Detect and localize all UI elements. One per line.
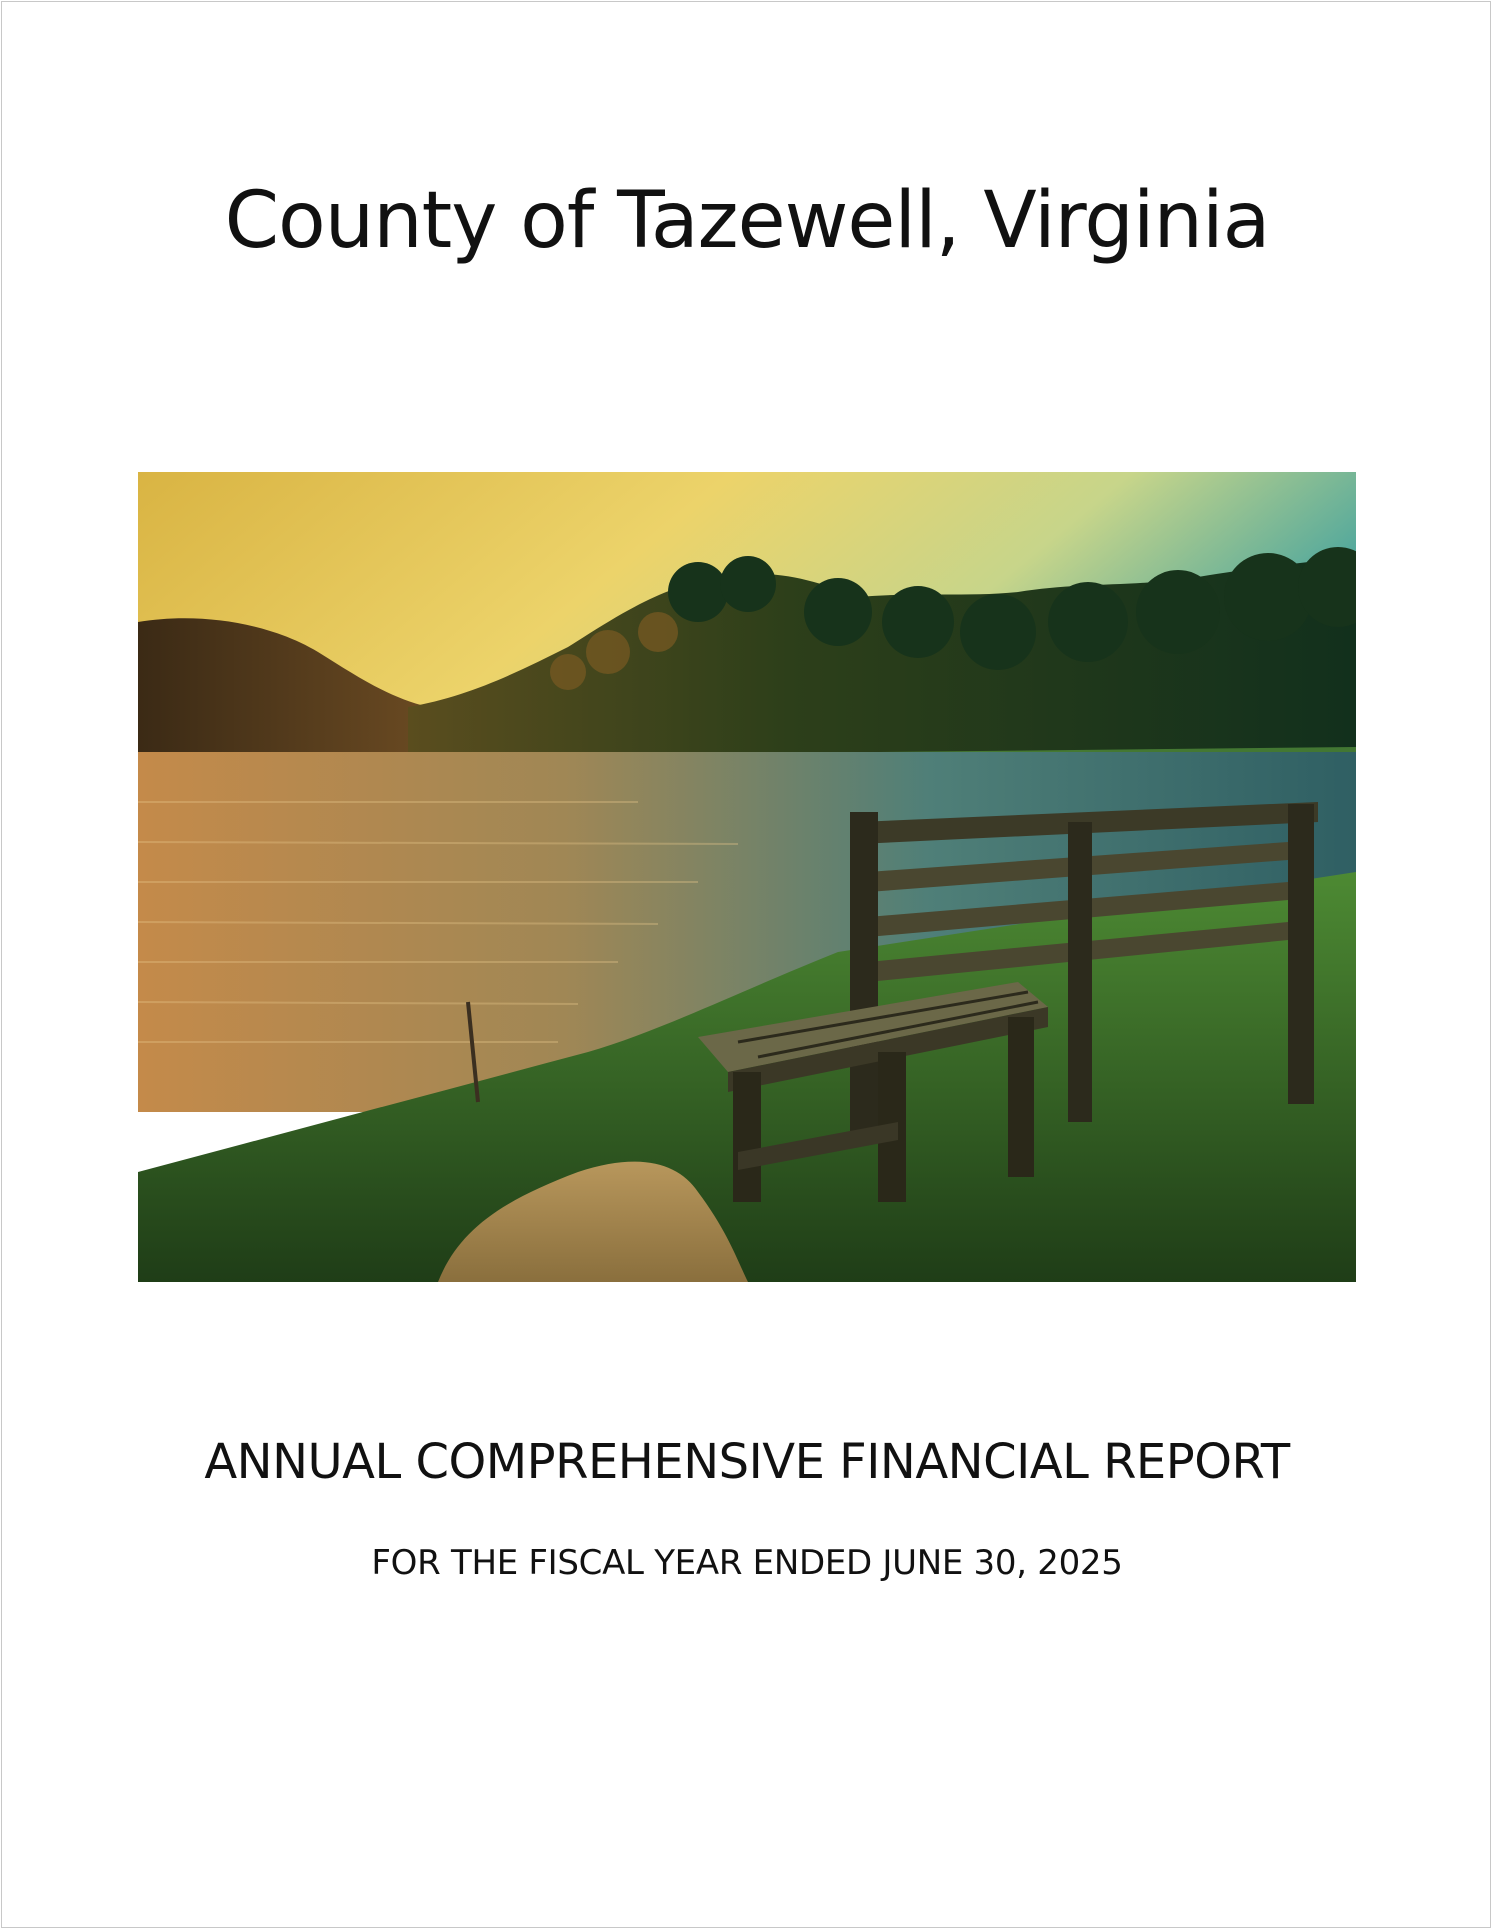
cover-photo-lake-bench xyxy=(138,472,1356,1282)
cover-title: County of Tazewell, Virginia xyxy=(224,176,1270,266)
report-title: ANNUAL COMPREHENSIVE FINANCIAL REPORT xyxy=(204,1434,1290,1490)
report-subtitle: FOR THE FISCAL YEAR ENDED JUNE 30, 2025 xyxy=(371,1543,1123,1583)
